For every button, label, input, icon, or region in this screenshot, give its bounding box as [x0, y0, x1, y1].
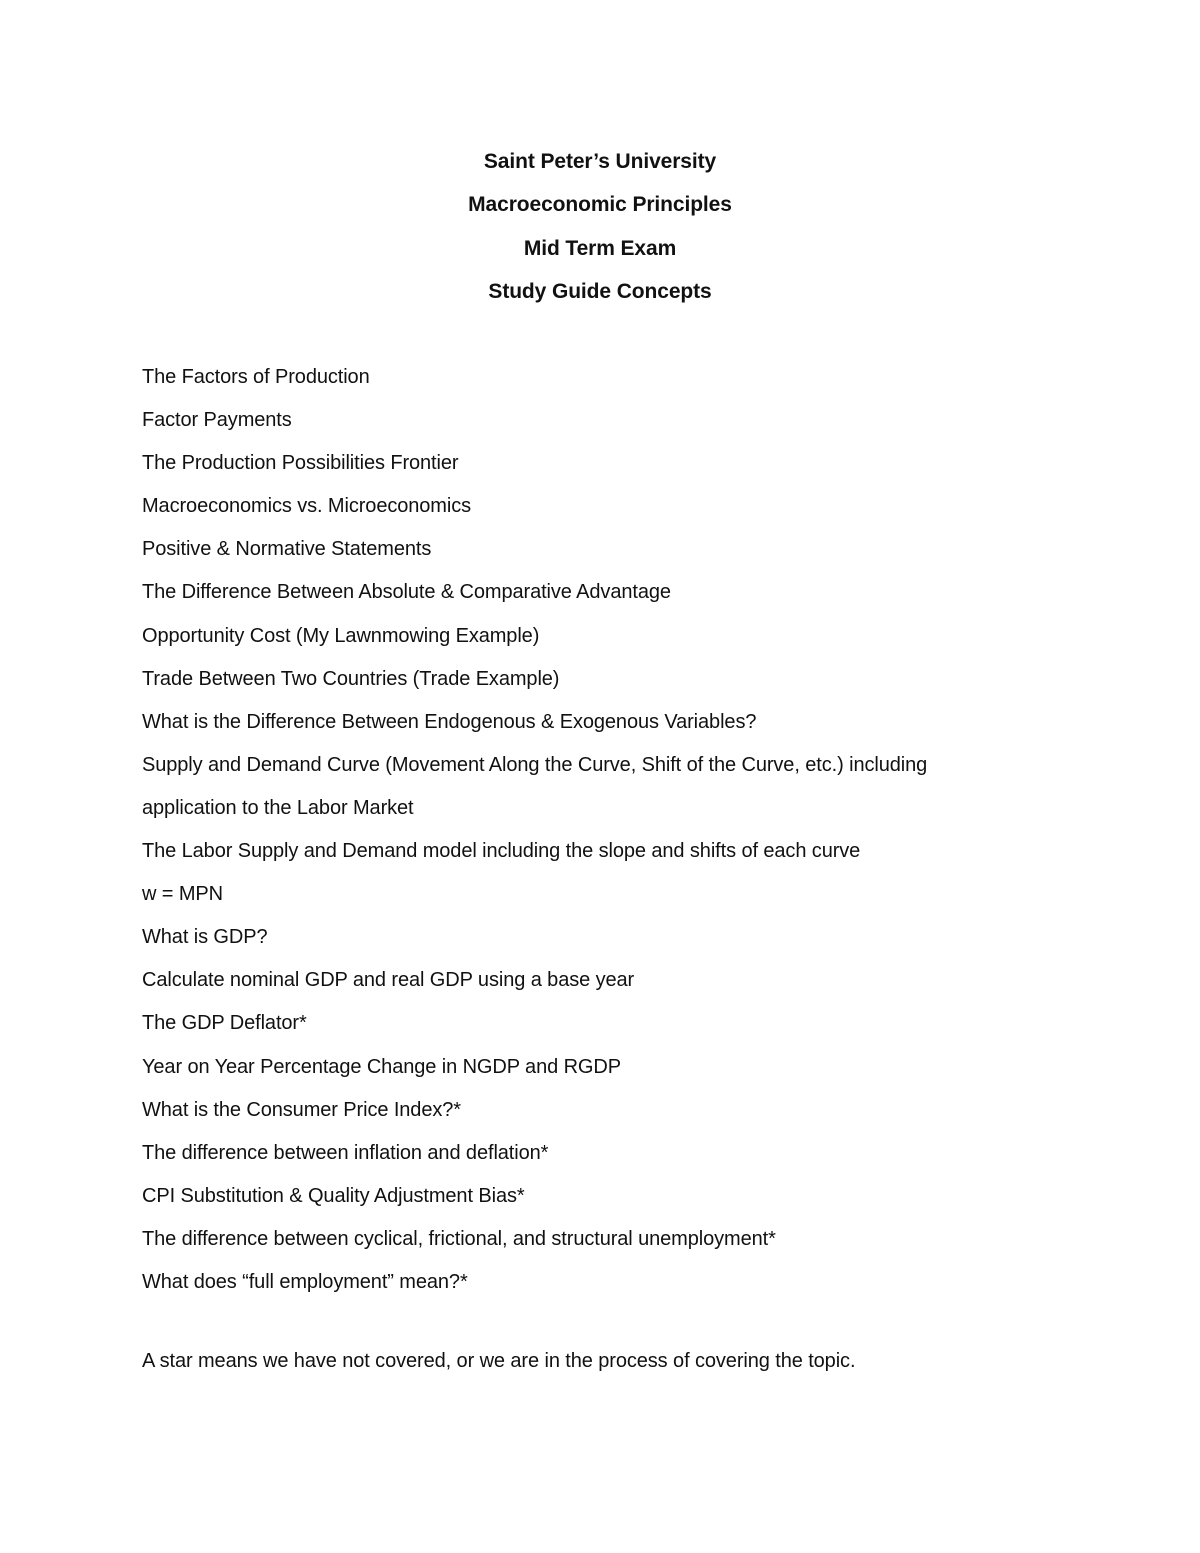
institution-title: Saint Peter’s University	[483, 150, 717, 173]
topic-item: Factor Payments	[142, 409, 292, 432]
exam-title: Mid Term Exam	[523, 236, 677, 260]
topic-item: The Labor Supply and Demand model including the slope and shifts of each curve	[142, 840, 861, 863]
topic-item: The difference between cyclical, frictional, and structural unemployment*	[142, 1227, 776, 1250]
topic-item: What is the Difference Between Endogenous & Exogenous Variables?	[142, 710, 757, 733]
topic-item: Supply and Demand Curve (Movement Along the Curve, Shift of the Curve, etc.) including	[142, 753, 928, 776]
topic-item: Trade Between Two Countries (Trade Example)	[142, 667, 560, 690]
document-header	[0, 140, 1200, 313]
topic-item: Opportunity Cost (My Lawnmowing Example)	[142, 624, 540, 647]
topic-item: The GDP Deflator*	[142, 1012, 307, 1035]
topic-item: w = MPN	[142, 883, 223, 906]
topic-item: What is the Consumer Price Index?*	[142, 1098, 461, 1121]
topic-item: The difference between inflation and deflation*	[142, 1141, 549, 1164]
guide-subtitle: Study Guide Concepts	[488, 279, 712, 303]
star-footnote: A star means we have not covered, or we are in the process of covering the topic.	[142, 1350, 856, 1372]
topic-item: The Factors of Production	[142, 366, 370, 388]
topic-item: What is GDP?	[142, 926, 268, 949]
course-title: Macroeconomic Principles	[468, 193, 732, 217]
topic-item: What does “full employment” mean?*	[142, 1270, 468, 1293]
topic-item-continuation: application to the Labor Market	[142, 796, 414, 819]
topic-item: The Difference Between Absolute & Comparative Advantage	[142, 581, 671, 604]
topic-item: The Production Possibilities Frontier	[142, 452, 459, 475]
topic-item: CPI Substitution & Quality Adjustment Bias*	[142, 1184, 525, 1207]
topic-list	[142, 356, 1102, 1304]
topic-item: Calculate nominal GDP and real GDP using a base year	[142, 969, 635, 992]
topic-item: Macroeconomics vs. Microeconomics	[142, 495, 472, 518]
topic-item: Year on Year Percentage Change in NGDP and RGDP	[142, 1055, 621, 1078]
topic-item: Positive & Normative Statements	[142, 538, 432, 561]
